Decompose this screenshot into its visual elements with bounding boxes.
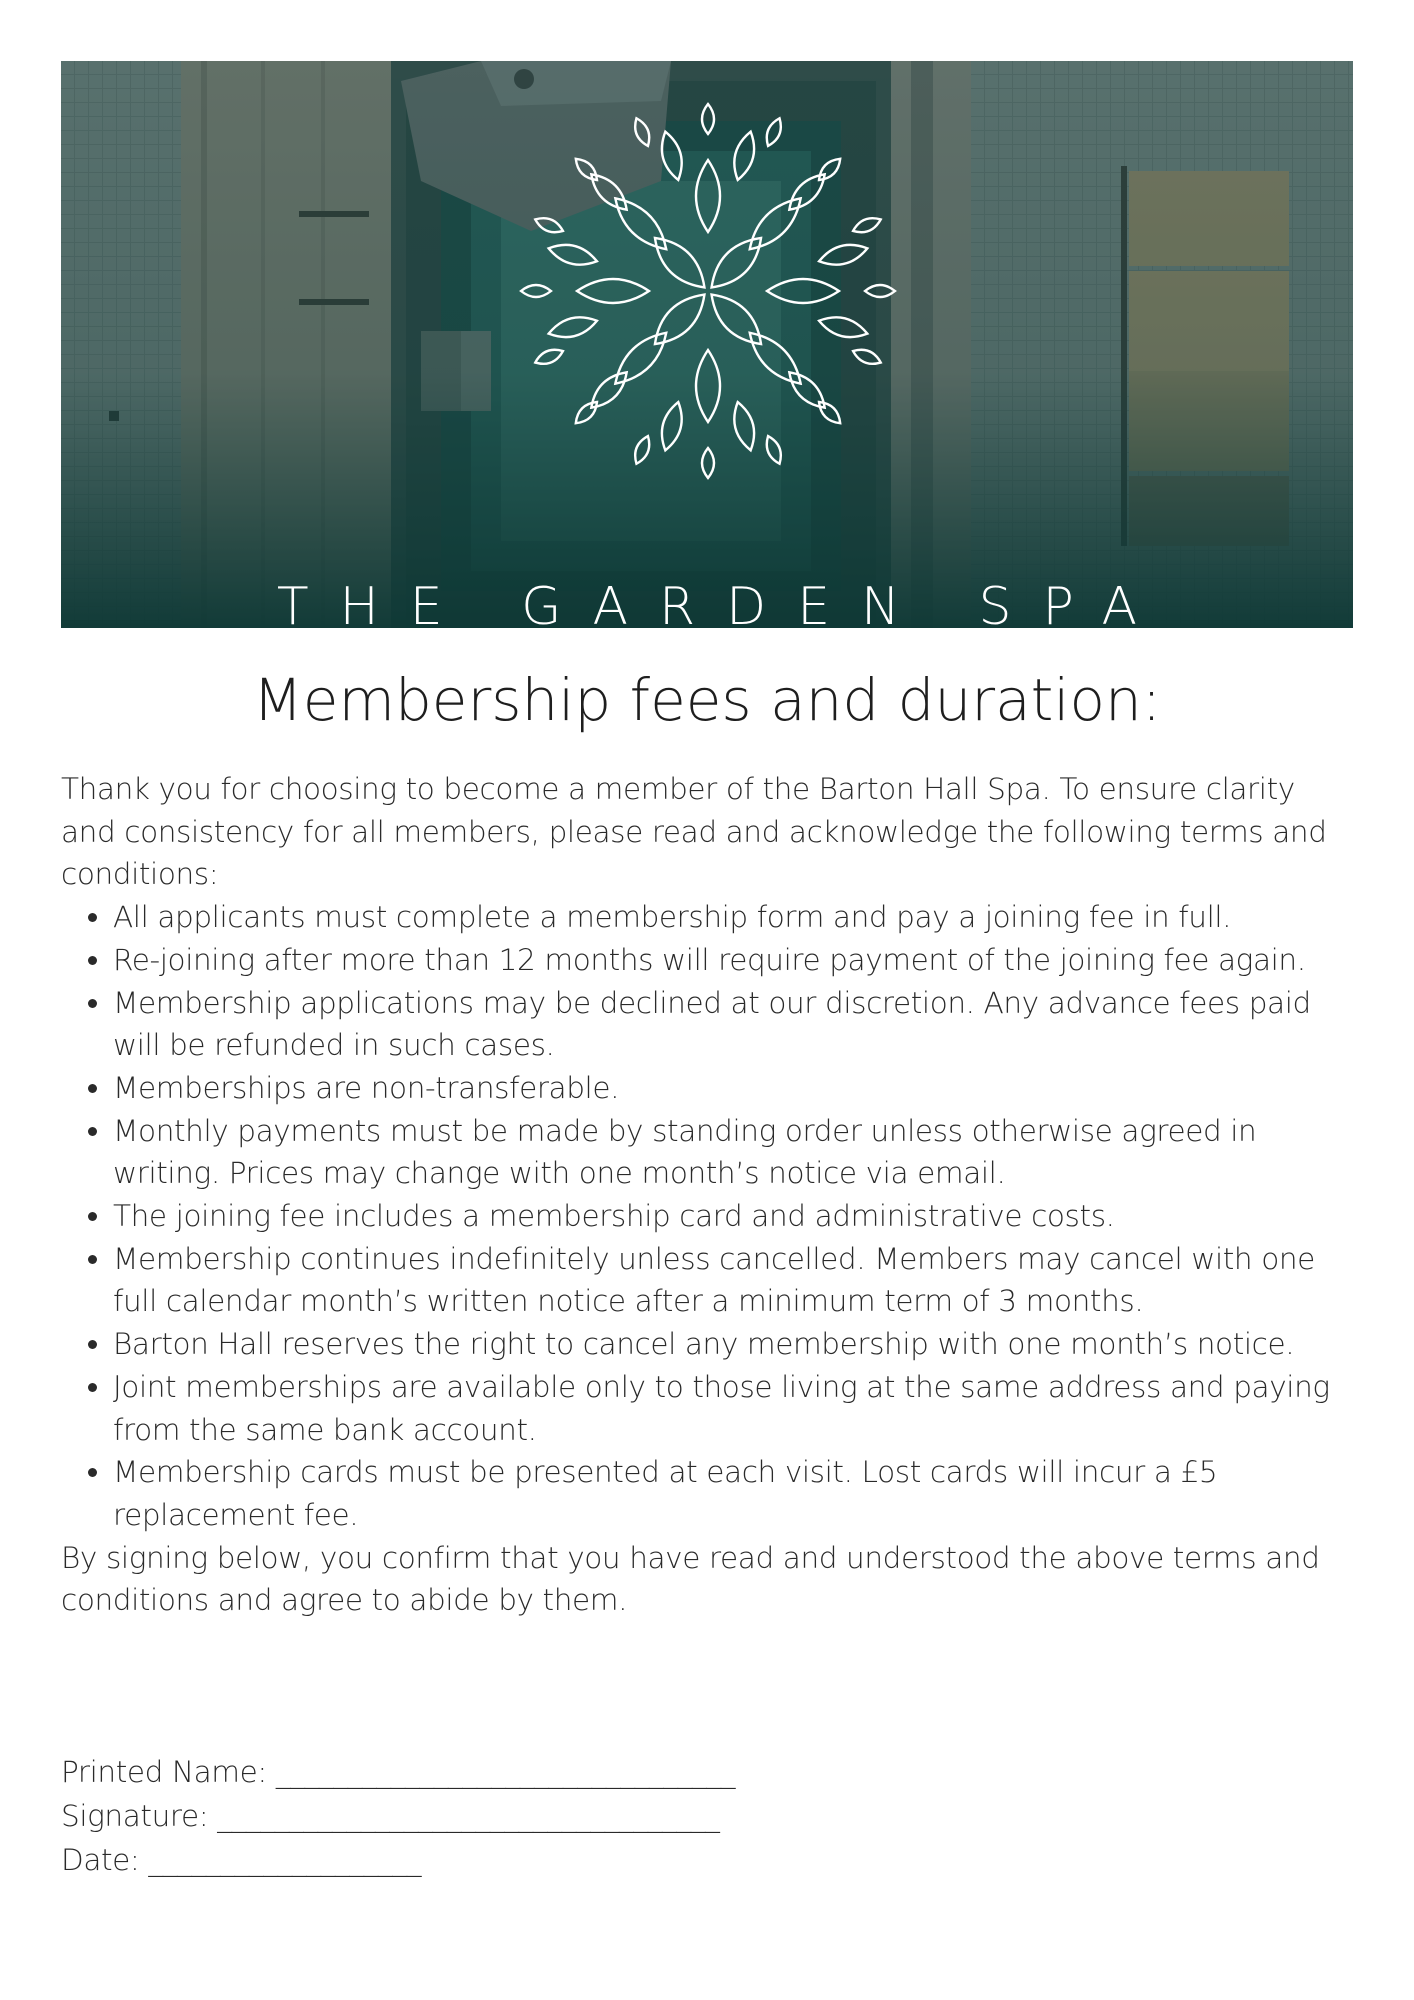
logo-petal (521, 285, 551, 297)
term-item: • Membership applications may be declined at our discretion. Any advance fees paid will be refunded in such cases. (113, 982, 1361, 1067)
logo-petal (577, 279, 649, 303)
logo-petal (817, 240, 870, 270)
logo-petal (631, 116, 654, 148)
logo-petal (865, 285, 895, 297)
logo-petal (702, 229, 770, 297)
terms-section (61, 768, 1361, 1622)
logo-petal (696, 350, 720, 422)
logo-petal (546, 240, 599, 270)
logo-petal (729, 400, 759, 453)
signature-field[interactable]: Signature: ___________________________________ (61, 1799, 720, 1833)
logo-petal (767, 279, 839, 303)
logo-petal (815, 155, 845, 185)
logo-petal (741, 190, 809, 258)
logo-petal (646, 285, 714, 353)
term-item: • Membership continues indefinitely unless cancelled. Members may cancel with one full calendar month’s written notice after a minimum term of 3 months. (113, 1238, 1361, 1323)
logo-petal (657, 400, 687, 453)
term-item: • Membership cards must be presented at each visit. Lost cards will incur a £5 replacement fee. (113, 1451, 1361, 1536)
term-item: • Barton Hall reserves the right to cancel any membership with one month’s notice. (113, 1323, 1361, 1366)
closing-paragraph: By signing below, you confirm that you have read and understood the above terms and conditions and agree to abide by them. (61, 1540, 1320, 1618)
logo-petal (763, 116, 786, 148)
logo-petal (851, 214, 883, 237)
logo-petal (702, 104, 714, 134)
logo-petal (702, 448, 714, 478)
term-item: • Monthly payments must be made by standing order unless otherwise agreed in writing. Prices may change with one month’s notice via email. (113, 1110, 1361, 1195)
logo-petal (607, 190, 675, 258)
term-item: • All applicants must complete a membership form and pay a joining fee in full. (113, 896, 1361, 939)
term-item: • Re-joining after more than 12 months will require payment of the joining fee again. (113, 939, 1361, 982)
logo-petal (702, 285, 770, 353)
intro-paragraph: Thank you for choosing to become a member of the Barton Hall Spa. To ensure clarity and consistency for all members, please read and acknowledge the following terms and conditions: (61, 772, 1327, 892)
logo-petal (533, 214, 565, 237)
logo-petal (815, 398, 845, 428)
logo-petal (763, 434, 786, 466)
signature-block (61, 1750, 735, 1882)
logo-petal (533, 346, 565, 369)
logo-petal (741, 324, 809, 392)
terms-list (61, 896, 1361, 1537)
logo-petal (572, 398, 602, 428)
term-item: • Joint memberships are available only to those living at the same address and paying from the same bank account. (113, 1366, 1361, 1451)
logo-petal (585, 366, 633, 414)
page-title: Membership fees and duration: (252, 666, 1162, 734)
logo-petal (585, 168, 633, 216)
header-banner (61, 61, 1353, 628)
logo-petal (851, 346, 883, 369)
logo-petal (783, 168, 831, 216)
logo-petal (546, 312, 599, 342)
logo-petal (631, 434, 654, 466)
logo-petal (817, 312, 870, 342)
logo-petal (572, 155, 602, 185)
printed-name-field[interactable]: Printed Name: ________________________________ (61, 1755, 736, 1789)
logo-petal (657, 129, 687, 182)
logo-petal (607, 324, 675, 392)
logo-petal (729, 129, 759, 182)
brand-name: THE GARDEN SPA (276, 577, 1169, 628)
date-field[interactable]: Date: ___________________ (61, 1843, 422, 1877)
lotus-logo-icon (508, 101, 908, 481)
logo-petal (646, 229, 714, 297)
term-item: • Memberships are non-transferable. (113, 1067, 1361, 1110)
logo-petal (696, 160, 720, 232)
term-item: • The joining fee includes a membership card and administrative costs. (113, 1195, 1361, 1238)
logo-petal (783, 366, 831, 414)
